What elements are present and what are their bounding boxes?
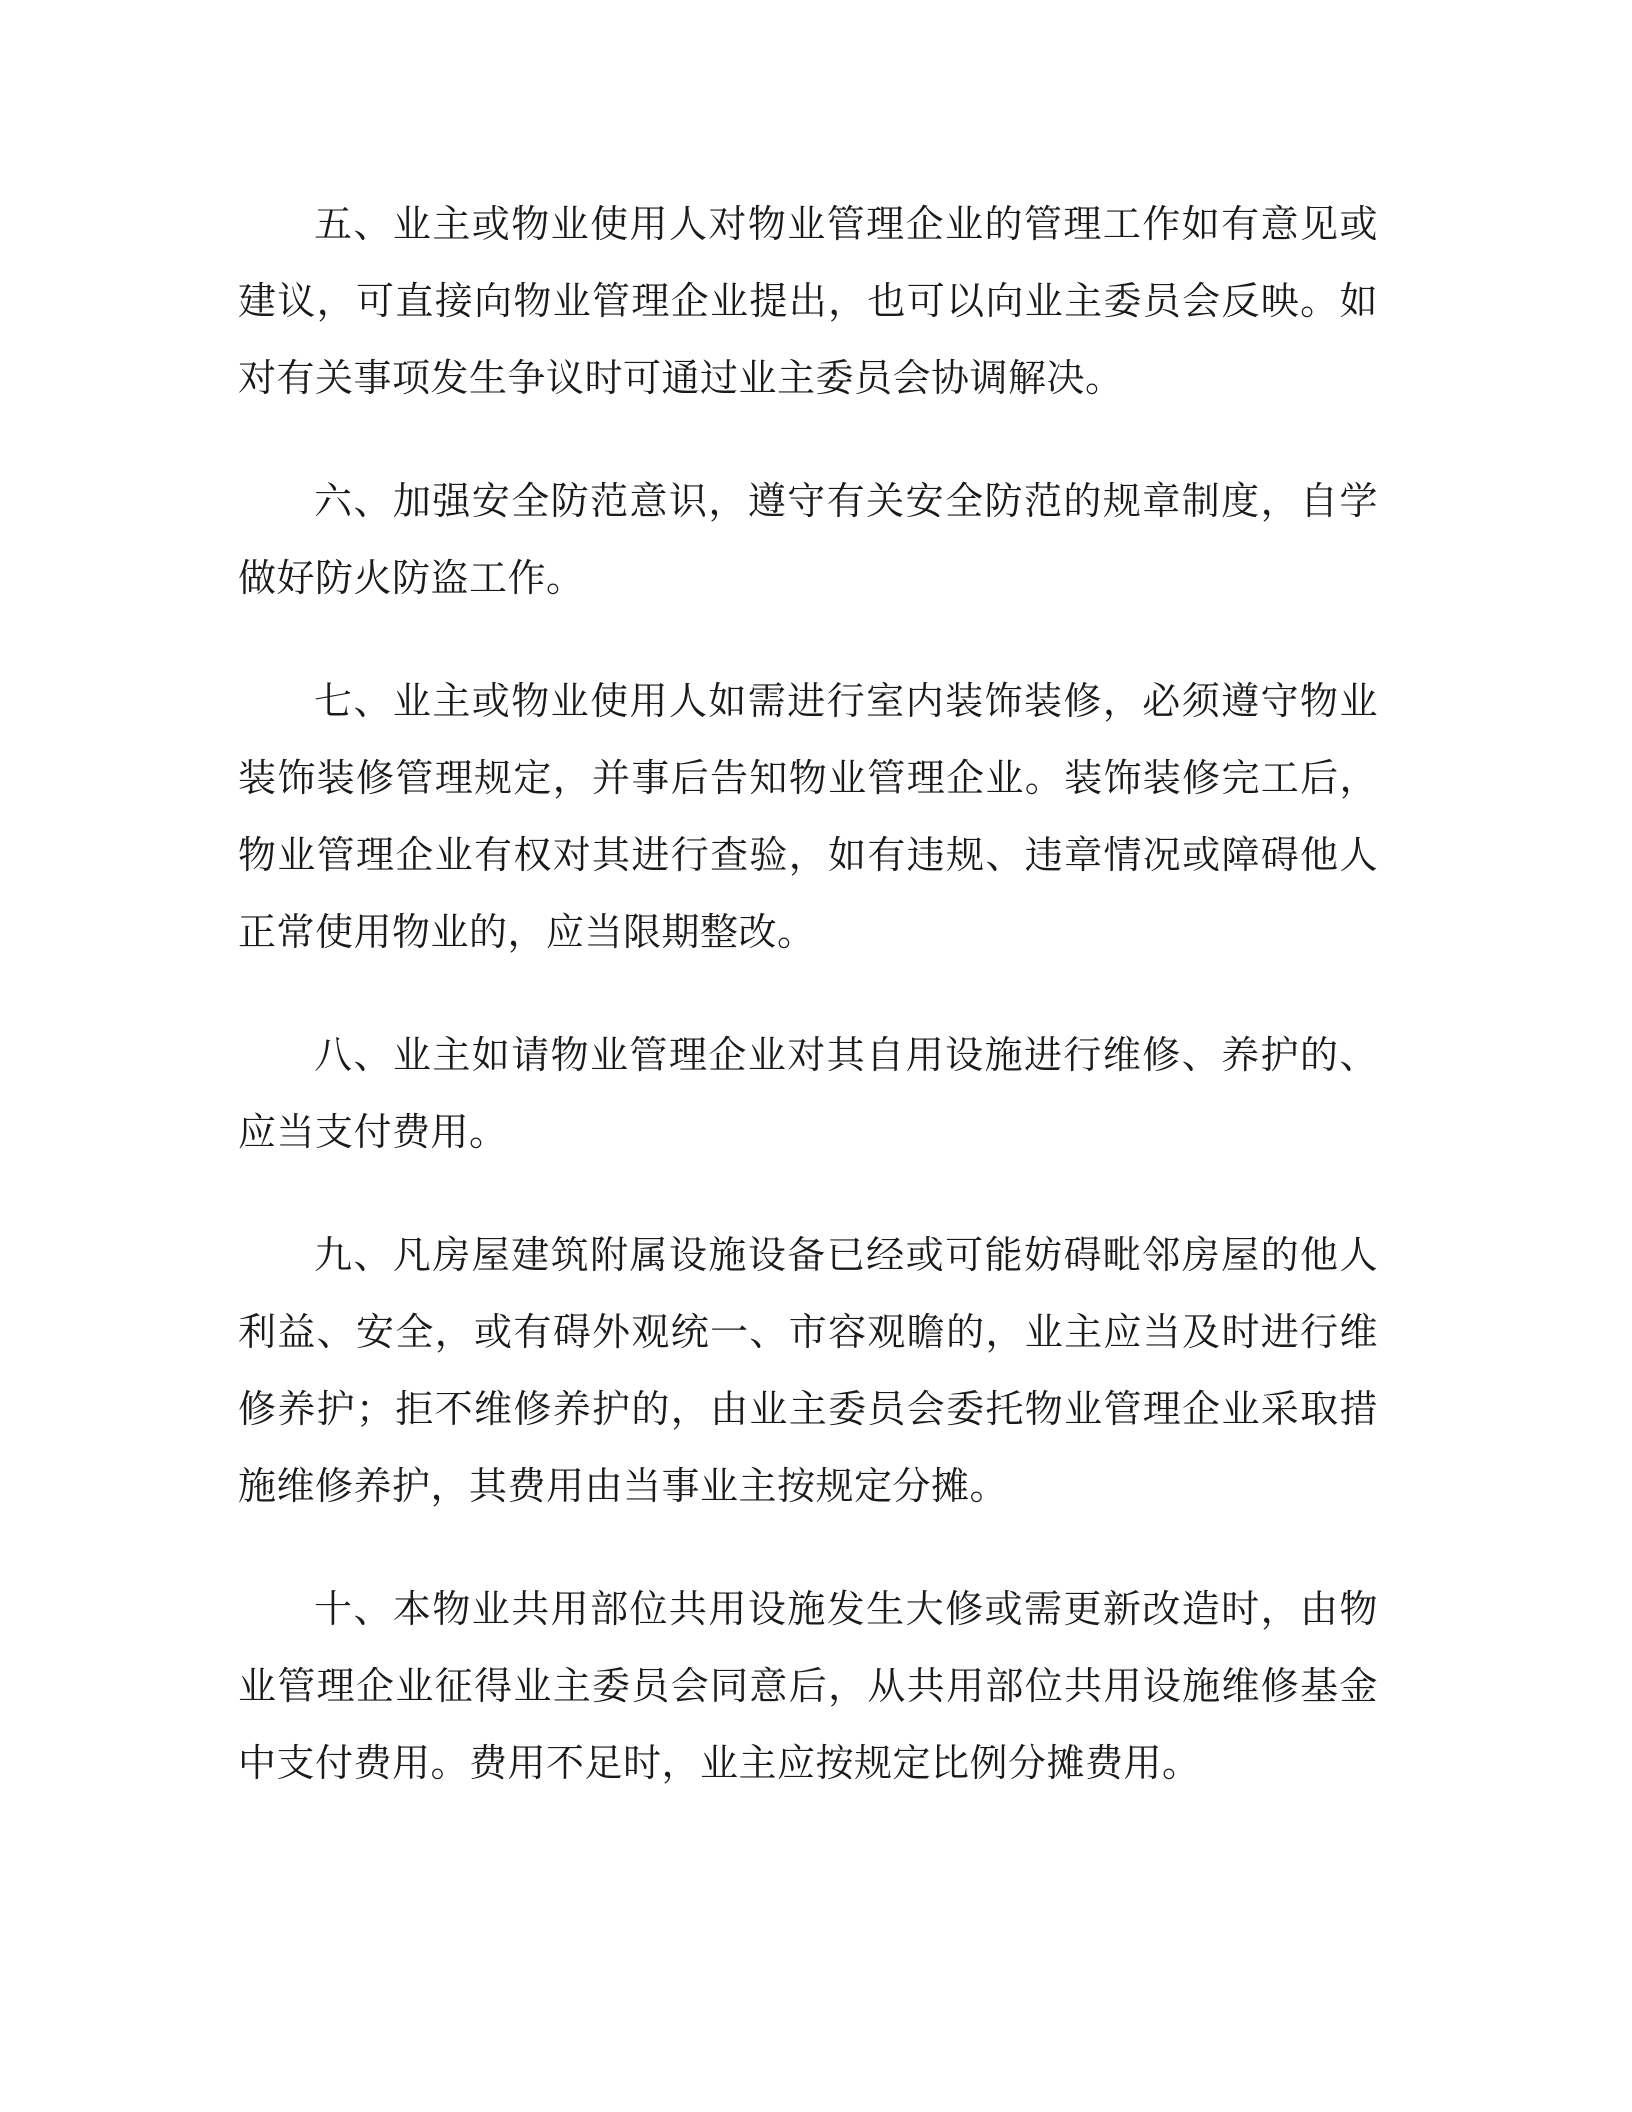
paragraph-5: 五、业主或物业使用人对物业管理企业的管理工作如有意见或建议，可直接向物业管理企业提出，也可以向业主委员会反映。如对有关事项发生争议时可通过业主委员会协调解决。 — [238, 202, 1378, 400]
document-body — [238, 186, 1378, 1848]
paragraph-6: 六、加强安全防范意识，遵守有关安全防范的规章制度，自学做好防火防盗工作。 — [238, 479, 1378, 600]
paragraph-7: 七、业主或物业使用人如需进行室内装饰装修，必须遵守物业装饰装修管理规定，并事后告知物业管理企业。装饰装修完工后，物业管理企业有权对其进行查验，如有违规、违章情况或障碍他人正常使用物业的，应当限期整改。 — [238, 679, 1378, 954]
paragraph-9: 九、凡房屋建筑附属设施设备已经或可能妨碍毗邻房屋的他人利益、安全，或有碍外观统一、市容观瞻的，业主应当及时进行维修养护；拒不维修养护的，由业主委员会委托物业管理企业采取措施维修养护，其费用由当事业主按规定分摊。 — [238, 1233, 1378, 1508]
paragraph-8: 八、业主如请物业管理企业对其自用设施进行维修、养护的、应当支付费用。 — [238, 1033, 1378, 1154]
paragraph-10: 十、本物业共用部位共用设施发生大修或需更新改造时，由物业管理企业征得业主委员会同意后，从共用部位共用设施维修基金中支付费用。费用不足时，业主应按规定比例分摊费用。 — [238, 1587, 1378, 1785]
